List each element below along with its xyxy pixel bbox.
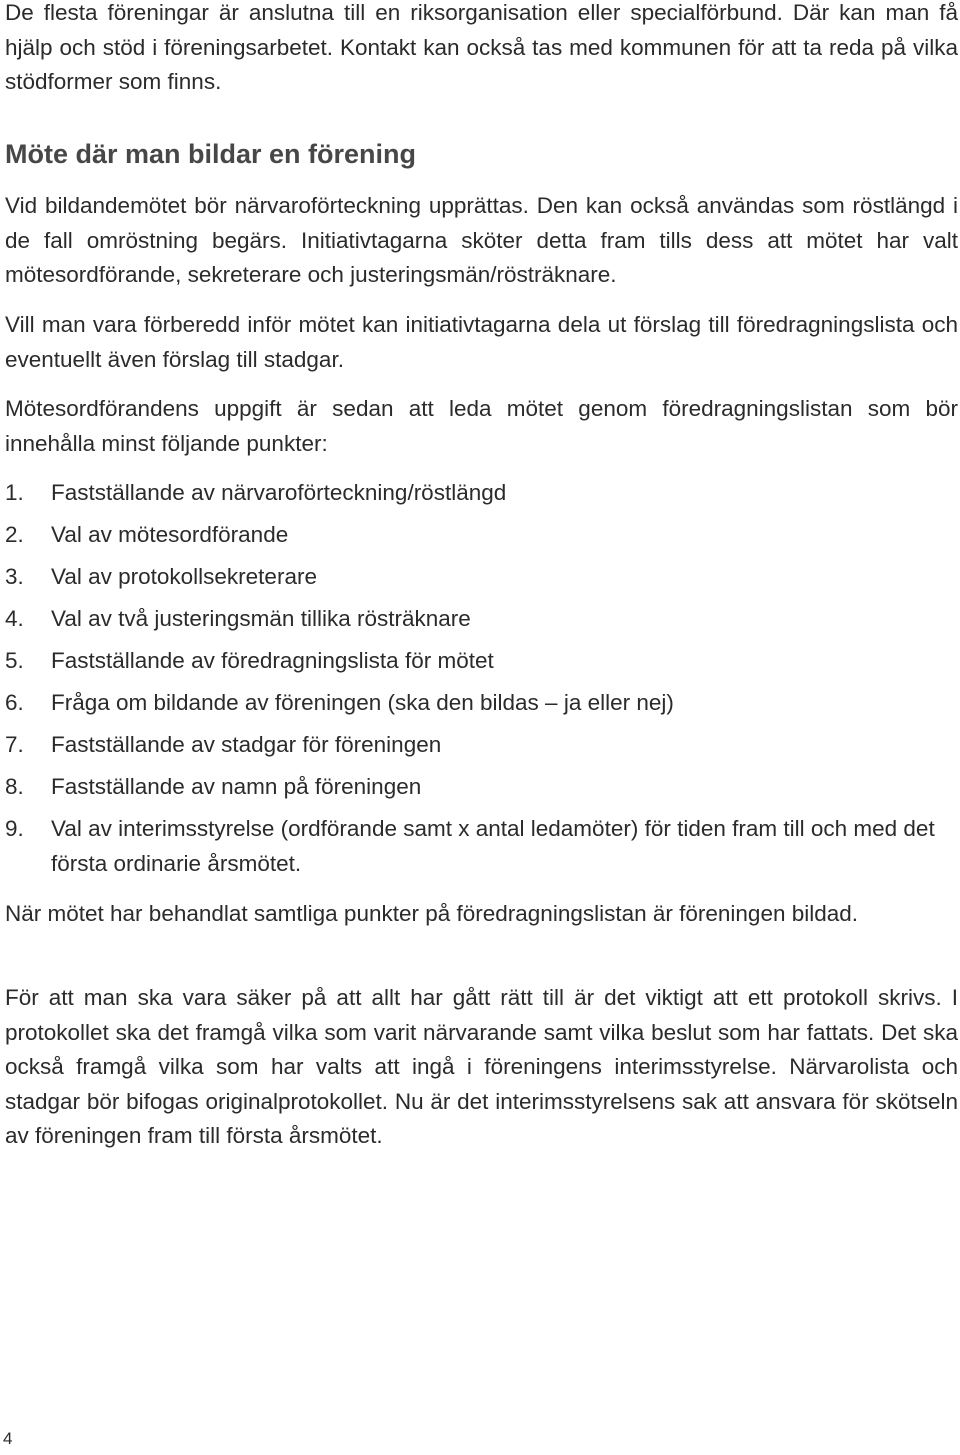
agenda-item-text: Fastställande av namn på föreningen <box>51 774 422 799</box>
agenda-item-number: 5. <box>5 648 24 673</box>
section-heading: Möte där man bildar en förening <box>5 139 417 169</box>
agenda-item <box>5 476 958 511</box>
agenda-item <box>5 602 958 637</box>
agenda-item-number: 4. <box>5 606 24 631</box>
agenda-item-text: Val av två justeringsmän tillika rösträknare <box>51 606 471 631</box>
agenda-list <box>5 476 958 889</box>
preparation-paragraph: Vill man vara förberedd inför mötet kan initiativtagarna dela ut förslag till föredragningslista och eventuellt även förslag till stadgar. <box>5 312 958 372</box>
agenda-item-text: Fastställande av närvaroförteckning/röstlängd <box>51 480 507 505</box>
agenda-item-number: 6. <box>5 690 24 715</box>
agenda-item <box>5 686 958 721</box>
chair-task-paragraph: Mötesordförandens uppgift är sedan att leda mötet genom föredragningslistan som bör innehålla minst följande punkter: <box>5 396 958 456</box>
attendance-paragraph: Vid bildandemötet bör närvaroförteckning upprättas. Den kan också användas som röstlängd i de fall omröstning begärs. Initiativtagarna sköter detta fram tills dess att mötet har valt mötesordförande, sekreterare och justeringsmän/rösträknare. <box>5 193 958 287</box>
agenda-item <box>5 560 958 595</box>
agenda-item <box>5 728 958 763</box>
agenda-item-number: 3. <box>5 564 24 589</box>
agenda-item-text: Val av mötesordförande <box>51 522 289 547</box>
agenda-item-text: Fråga om bildande av föreningen (ska den bildas – ja eller nej) <box>51 690 674 715</box>
agenda-item <box>5 518 958 553</box>
agenda-item-text: Val av interimsstyrelse (ordförande samt x antal ledamöter) för tiden fram till och med det första ordinarie årsmötet. <box>51 816 935 876</box>
intro-paragraph: De flesta föreningar är anslutna till en riksorganisation eller specialförbund. Där kan man få hjälp och stöd i föreningsarbetet. Kontakt kan också tas med kommunen för att ta reda på vilka stödformer som finns. <box>5 0 958 94</box>
agenda-item-number: 1. <box>5 480 24 505</box>
agenda-item-text: Fastställande av stadgar för föreningen <box>51 732 442 757</box>
agenda-item <box>5 644 958 679</box>
agenda-item-number: 7. <box>5 732 24 757</box>
agenda-item-number: 8. <box>5 774 24 799</box>
agenda-item-text: Val av protokollsekreterare <box>51 564 317 589</box>
agenda-item <box>5 770 958 805</box>
protocol-paragraph: För att man ska vara säker på att allt har gått rätt till är det viktigt att ett protokoll skrivs. I protokollet ska det framgå vilka som varit närvarande samt vilka beslut som har fattats. Det ska också framgå vilka som har valts att ingå i föreningens interimsstyrelse. Närvarolista och stadgar bör bifogas originalprotokollet. Nu är det interimsstyrelsens sak att ansvara för skötseln av föreningen fram till första årsmötet. <box>5 985 958 1148</box>
agenda-item-text: Fastställande av föredragningslista för mötet <box>51 648 494 673</box>
agenda-item <box>5 812 958 881</box>
page-number: 4 <box>3 1429 13 1448</box>
agenda-item-number: 9. <box>5 816 24 841</box>
agenda-item-number: 2. <box>5 522 24 547</box>
formed-paragraph: När mötet har behandlat samtliga punkter på föredragningslistan är föreningen bildad. <box>5 901 859 926</box>
